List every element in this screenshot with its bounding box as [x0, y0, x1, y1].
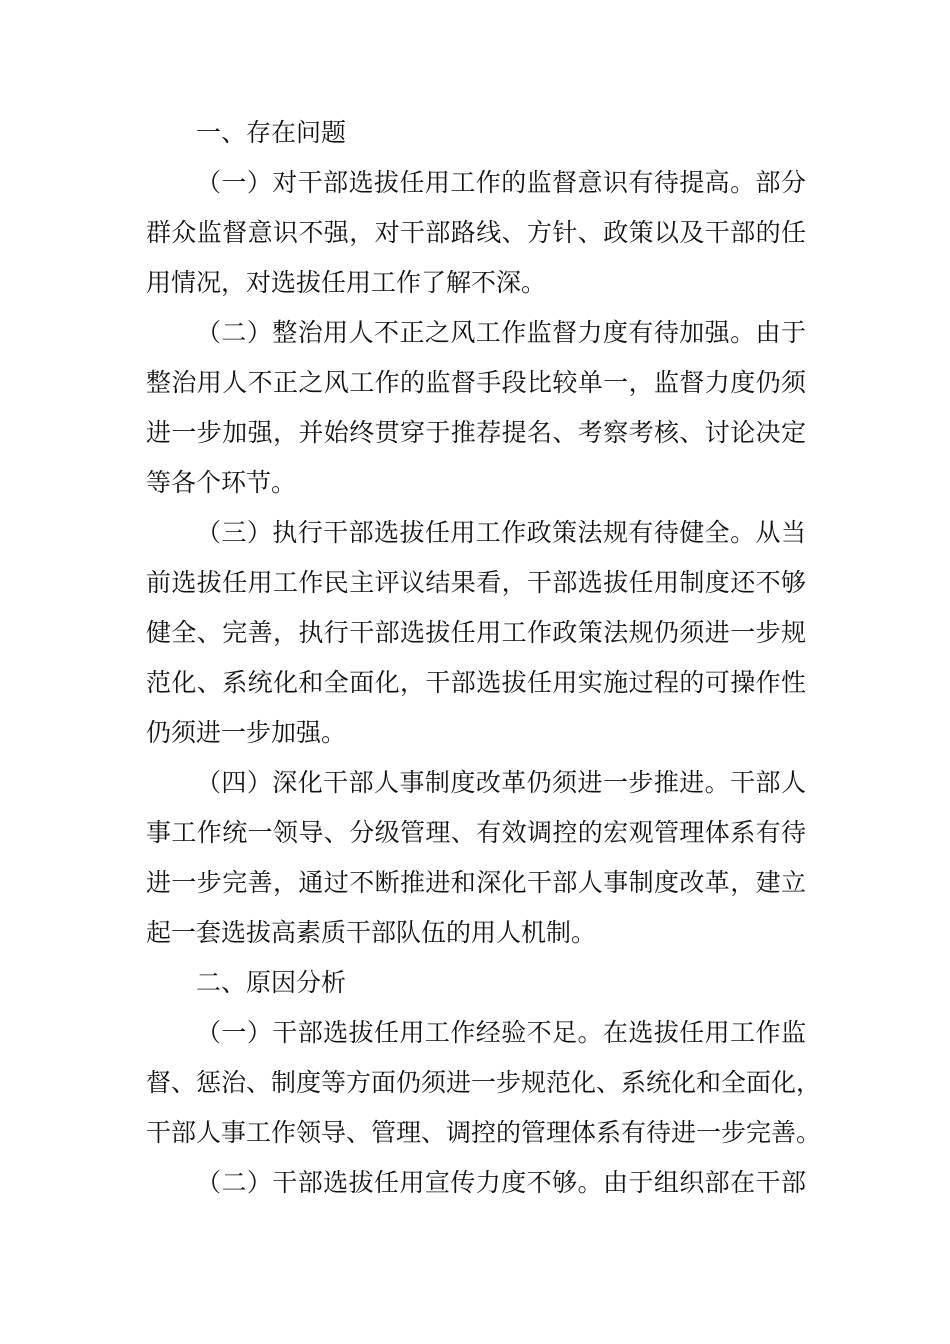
paragraph-line: （一）对干部选拔任用工作的监督意识有待提高。部分 — [196, 168, 806, 197]
paragraph-line: （二）干部选拔任用宣传力度不够。由于组织部在干部 — [196, 1168, 806, 1197]
paragraph-line: （三）执行干部选拔任用工作政策法规有待健全。从当 — [196, 518, 806, 547]
paragraph-line: 群众监督意识不强，对干部路线、方针、政策以及干部的任 — [146, 218, 806, 247]
paragraph-line: 等各个环节。 — [146, 468, 297, 497]
paragraph-line: （四）深化干部人事制度改革仍须进一步推进。干部人 — [196, 768, 806, 797]
section-heading-problems: 一、存在问题 — [196, 118, 347, 147]
paragraph-line: （一）干部选拔任用工作经验不足。在选拔任用工作监 — [196, 1018, 806, 1047]
paragraph-line: 仍须进一步加强。 — [146, 718, 347, 747]
paragraph-line: 前选拔任用工作民主评议结果看，干部选拔任用制度还不够 — [146, 568, 806, 597]
paragraph-line: 用情况，对选拔任用工作了解不深。 — [146, 268, 547, 297]
document-body — [146, 108, 822, 1208]
paragraph-line: 健全、完善，执行干部选拔任用工作政策法规仍须进一步规 — [146, 618, 806, 647]
paragraph-line: 事工作统一领导、分级管理、有效调控的宏观管理体系有待 — [146, 818, 806, 847]
paragraph-line: （二）整治用人不正之风工作监督力度有待加强。由于 — [196, 318, 806, 347]
paragraph-line: 督、惩治、制度等方面仍须进一步规范化、系统化和全面化， — [146, 1068, 822, 1097]
section-heading-causes: 二、原因分析 — [196, 968, 347, 997]
paragraph-line: 进一步完善，通过不断推进和深化干部人事制度改革，建立 — [146, 868, 806, 897]
paragraph-line: 进一步加强，并始终贯穿于推荐提名、考察考核、讨论决定 — [146, 418, 806, 447]
paragraph-line: 起一套选拔高素质干部队伍的用人机制。 — [146, 918, 597, 947]
paragraph-line: 干部人事工作领导、管理、调控的管理体系有待进一步完善。 — [146, 1118, 822, 1147]
paragraph-line: 范化、系统化和全面化，干部选拔任用实施过程的可操作性 — [146, 668, 806, 697]
paragraph-line: 整治用人不正之风工作的监督手段比较单一，监督力度仍须 — [146, 368, 806, 397]
